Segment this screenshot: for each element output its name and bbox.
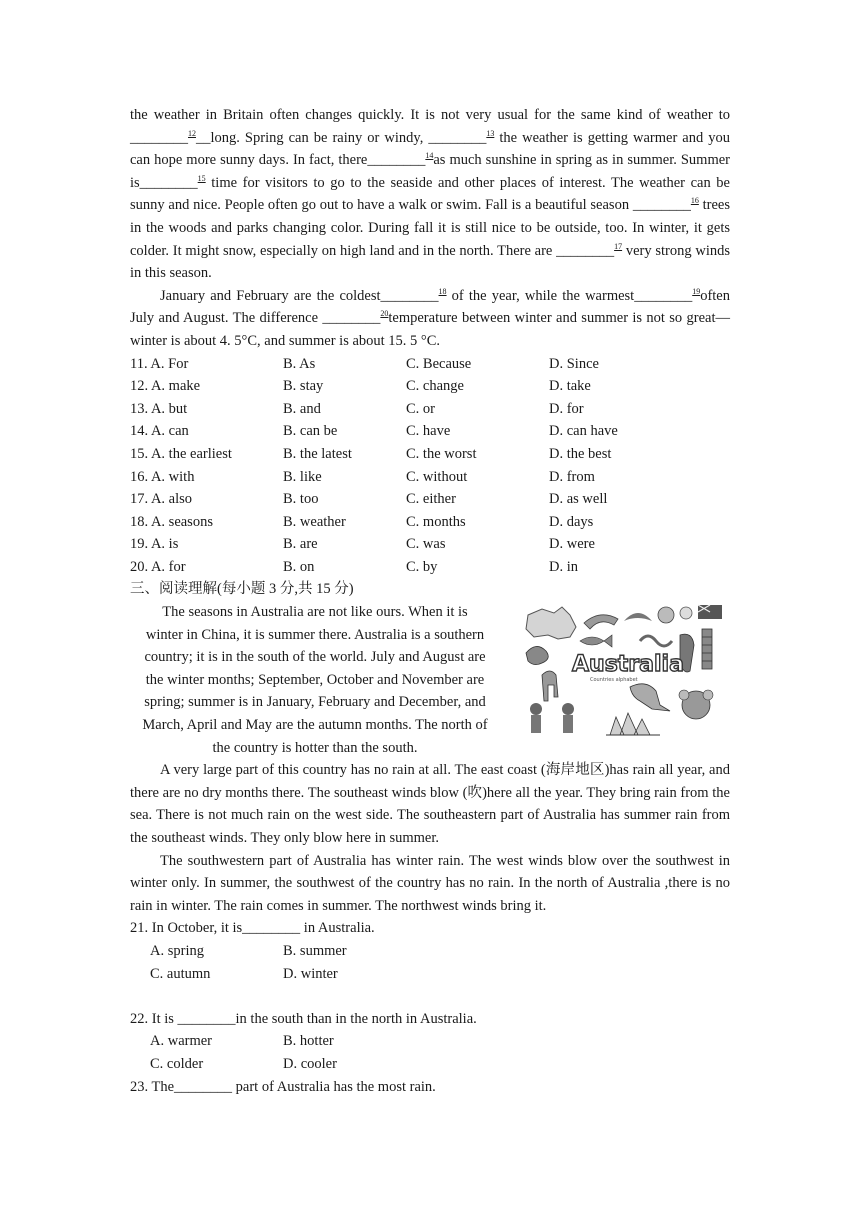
choice-row: A. warmer B. hotter xyxy=(150,1033,334,1050)
option-row: 14. A. can B. can be C. have D. can have xyxy=(130,423,618,440)
choice-row: A. spring B. summer xyxy=(150,942,347,959)
ball-icon xyxy=(658,607,674,623)
totem-icon xyxy=(702,629,712,669)
australia-title: Australia xyxy=(572,652,684,678)
cloze-paragraph-2: January and February are the coldest________$^{18}$ of the year, while the warmest________$^{19}$often July and August. The difference ________$^{20}$temperature between winter and summer is not so great—winter is about 4. 5°C, and summer is about 15. 5 °C. xyxy=(130,286,731,349)
question-stem: 22. It is ________in the south than in the north in Australia. xyxy=(130,1010,477,1027)
person-icon xyxy=(530,703,542,715)
document-page xyxy=(130,104,730,1098)
person-icon xyxy=(562,703,574,715)
choice-row: C. colder D. cooler xyxy=(150,1055,337,1072)
option-row: 12. A. make B. stay C. change D. take xyxy=(130,378,591,395)
option-row: 18. A. seasons B. weather C. months D. days xyxy=(130,513,594,530)
cloze-options xyxy=(130,353,730,579)
reading-paragraph-3: The southwestern part of Australia has winter rain. The west winds blow over the southwest in winter only. In summer, the southwest of the country has no rain. In the north of Australia ,there is no rain in winter. The rain comes in summer. The northwest winds bring it. xyxy=(130,852,730,914)
option-row: 13. A. but B. and C. or D. for xyxy=(130,400,584,417)
question-stem: 21. In October, it is________ in Australia. xyxy=(130,920,375,937)
option-row: 16. A. with B. like C. without D. from xyxy=(130,468,595,485)
option-row: 20. A. for B. on C. by D. in xyxy=(130,558,578,575)
option-row: 15. A. the earliest B. the latest C. the worst D. the best xyxy=(130,445,612,462)
spacer xyxy=(130,985,730,1008)
flower-icon xyxy=(680,607,692,619)
reading-intro: The seasons in Australia are not like ours. When it is winter in China, it is summer there. Australia is a southern country; it is in the south of the world. July and August are the winter months; September, October and November are spring; summer is in January, February and December, and March, April and May are the autumn months. The north of the country is hotter than the south. xyxy=(142,604,488,756)
australia-illustration xyxy=(520,601,730,741)
section-title: 三、阅读理解(每小题 3 分,共 15 分) xyxy=(130,581,354,598)
option-row: 17. A. also B. too C. either D. as well xyxy=(130,491,608,508)
option-row: 11. A. For B. As C. Because D. Since xyxy=(130,355,599,372)
countries-alphabet-caption: Countries alphabet xyxy=(590,677,638,684)
choice-row: C. autumn D. winter xyxy=(150,965,338,982)
reading-paragraph-2: A very large part of this country has no rain at all. The east coast (海岸地区)has rain all year, and there are no dry months there. The southeast winds blow (吹)here all the year. They bring rain from the sea. There is not much rain on the west side. The southeastern part of Australia has summer rain from the southeast winds. They only blow here in summer. xyxy=(130,762,730,846)
cloze-paragraph-1: the weather in Britain often changes quickly. It is not very usual for the same kind of weather to ________$^{12}$__long. Spring can be rainy or windy, ________$^{13}$ the weather is getting warmer and you can hope more sunny days. In fact, there________$^{14}$as much sunshine in spring as in summer. Summer is________$^{15}$ time for visitors to go to the seaside and other places of interest. The weather can be sunny and nice. People often go out to have a walk or swim. Fall is a beautiful season ________$^{16}$ trees in the woods and parks changing color. During fall it is still nice to be outside, too. In winter, it gets colder. It might snow, especially on high land and in the north. There are ________$^{17}$ very strong winds in this season. xyxy=(130,107,731,282)
reading-intro-block xyxy=(130,601,730,759)
option-row: 19. A. is B. are C. was D. were xyxy=(130,536,595,553)
question-stem: 23. The________ part of Australia has the most rain. xyxy=(130,1078,436,1095)
